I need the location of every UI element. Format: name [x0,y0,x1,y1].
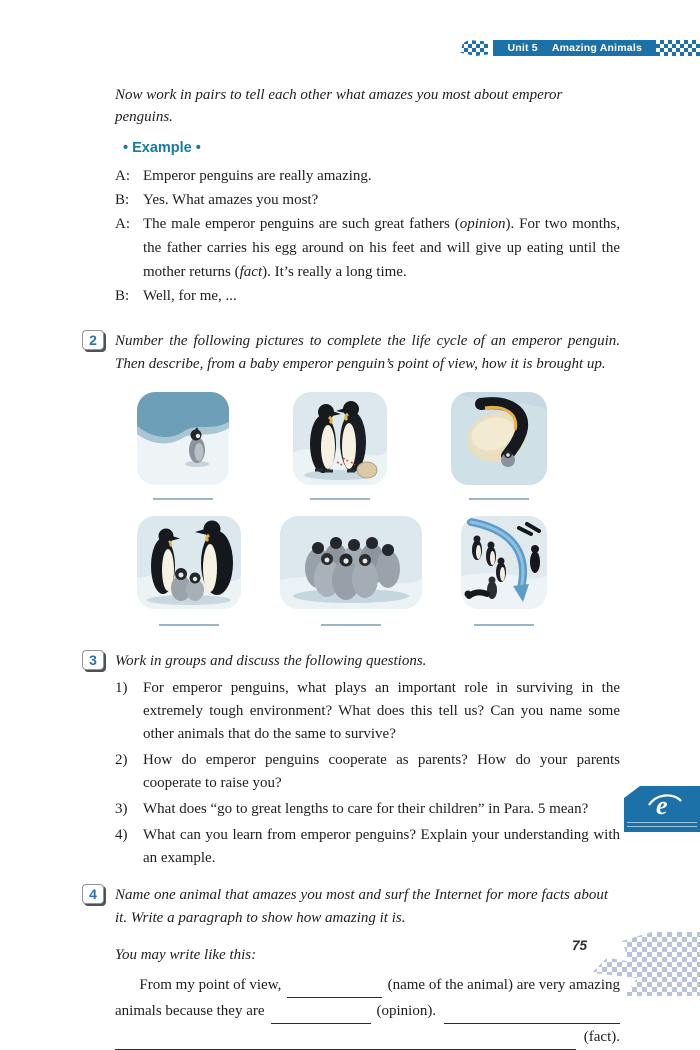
section-number-badge: 3 [82,650,104,670]
unit-label: Unit 5 [507,42,538,54]
section-2 [89,330,620,376]
dialogue-text: Yes. What amazes you most? [143,192,319,208]
section-3-instruction: Work in groups and discuss the following questions. [115,653,427,669]
picture-number-blank[interactable] [310,498,370,500]
speaker-label: A: [115,168,130,184]
picture-number-blank[interactable] [153,498,213,500]
example-label: • Example • [123,140,201,156]
dialogue-line [115,212,620,284]
tab-rule-line [627,826,697,827]
question-text: For emperor penguins, what plays an important role in surviving in the extremely tough environment? What does this tell us? Can you name some other animals that do the same to survive? [143,680,620,742]
writing-model [115,972,620,1050]
fact-blank-start[interactable] [444,998,620,1024]
checker-pattern-icon [460,40,488,56]
picture-cell [293,392,387,500]
question-number: 1) [115,680,128,696]
unit-title: Amazing Animals [551,42,642,54]
picture-adult-warming-chick-overhead [451,392,547,485]
dialogue-line [115,164,620,188]
fact-blank-continue[interactable] [115,1024,576,1050]
question-number: 3) [115,801,128,817]
writing-text: (name of the animal) are very amazing [387,977,620,993]
section-number-badge: 4 [82,884,104,904]
picture-young-penguin-at-water-edge [137,392,229,485]
dialogue-text: Well, for me, ... [143,288,237,304]
discussion-question [115,677,620,746]
dialogue-text: The male emperor penguins are such great fathers ( [143,216,460,232]
opinion-blank[interactable] [271,998,371,1024]
dialogue-text-italic: opinion [459,216,506,232]
picture-cell [461,516,547,626]
picture-number-blank[interactable] [321,624,381,626]
writing-text: (fact). [583,1029,620,1045]
picture-cell [137,516,241,626]
tab-rule-line [627,822,697,823]
unit-header [460,40,700,56]
writing-text: animals because they are [115,1003,265,1019]
picture-chick-huddle-group [280,516,422,609]
dialogue-line [115,284,620,308]
picture-row-1 [137,392,547,500]
picture-number-blank[interactable] [159,624,219,626]
writing-line [115,998,620,1024]
discussion-question [115,798,620,821]
unit-banner [493,40,656,56]
section-2-instruction: Number the following pictures to complete the life cycle of an emperor penguin. Then describe, from a baby emperor penguin’s point of view, how it is brought up. [115,333,620,372]
picture-cell [451,392,547,500]
question-text: What can you learn from emperor penguins? Explain your understanding with an example. [143,827,620,866]
speaker-label: B: [115,192,130,208]
picture-number-blank[interactable] [474,624,534,626]
section-4-instruction: Name one animal that amazes you most and surf the Internet for more facts about it. Write a paragraph to show how amazing it is. [115,887,608,926]
page-number: 75 [572,938,588,953]
speaker-label: A: [115,216,130,232]
speaker-label: B: [115,288,130,304]
internet-explorer-e-icon [648,790,682,820]
section-3 [89,650,620,870]
dialogue-text: Emperor penguins are really amazing. [143,168,372,184]
dialogue-text: ). It’s really a long time. [262,264,407,280]
picture-adult-pair-feeding-chicks [137,516,241,609]
animal-name-blank[interactable] [287,972,381,998]
dialogue-text-italic: fact [239,264,263,280]
discussion-question [115,824,620,870]
question-text: What does “go to great lengths to care for their children” in Para. 5 mean? [143,801,589,817]
picture-penguins-life-cycle-arrow [461,516,547,609]
question-number: 4) [115,827,128,843]
picture-row-2 [137,516,547,626]
writing-line [115,1024,620,1050]
dialogue-line [115,188,620,212]
discussion-question [115,749,620,795]
question-number: 2) [115,752,128,768]
internet-activity-tab [624,786,700,832]
picture-cell [137,392,229,500]
dialogue-text: ). For two months, the father carries his egg around on his feet and will give up eating until the mother returns ( [143,216,620,280]
checker-pattern-icon [656,40,700,56]
picture-cell [280,516,422,626]
picture-number-blank[interactable] [469,498,529,500]
svg-text:e: e [656,791,668,820]
writing-text: From my point of view, [139,977,282,993]
intro-text: Now work in pairs to tell each other what amazes you most about emperor penguins. [115,87,563,125]
picture-adult-pair-with-egg [293,392,387,485]
writing-line [115,972,620,998]
writing-text: (opinion). [376,1003,437,1019]
writing-hint: You may write like this: [115,947,257,963]
question-text: How do emperor penguins cooperate as parents? How do your parents cooperate to raise you? [143,752,620,791]
section-number-badge: 2 [82,330,104,350]
section-4 [89,884,620,930]
